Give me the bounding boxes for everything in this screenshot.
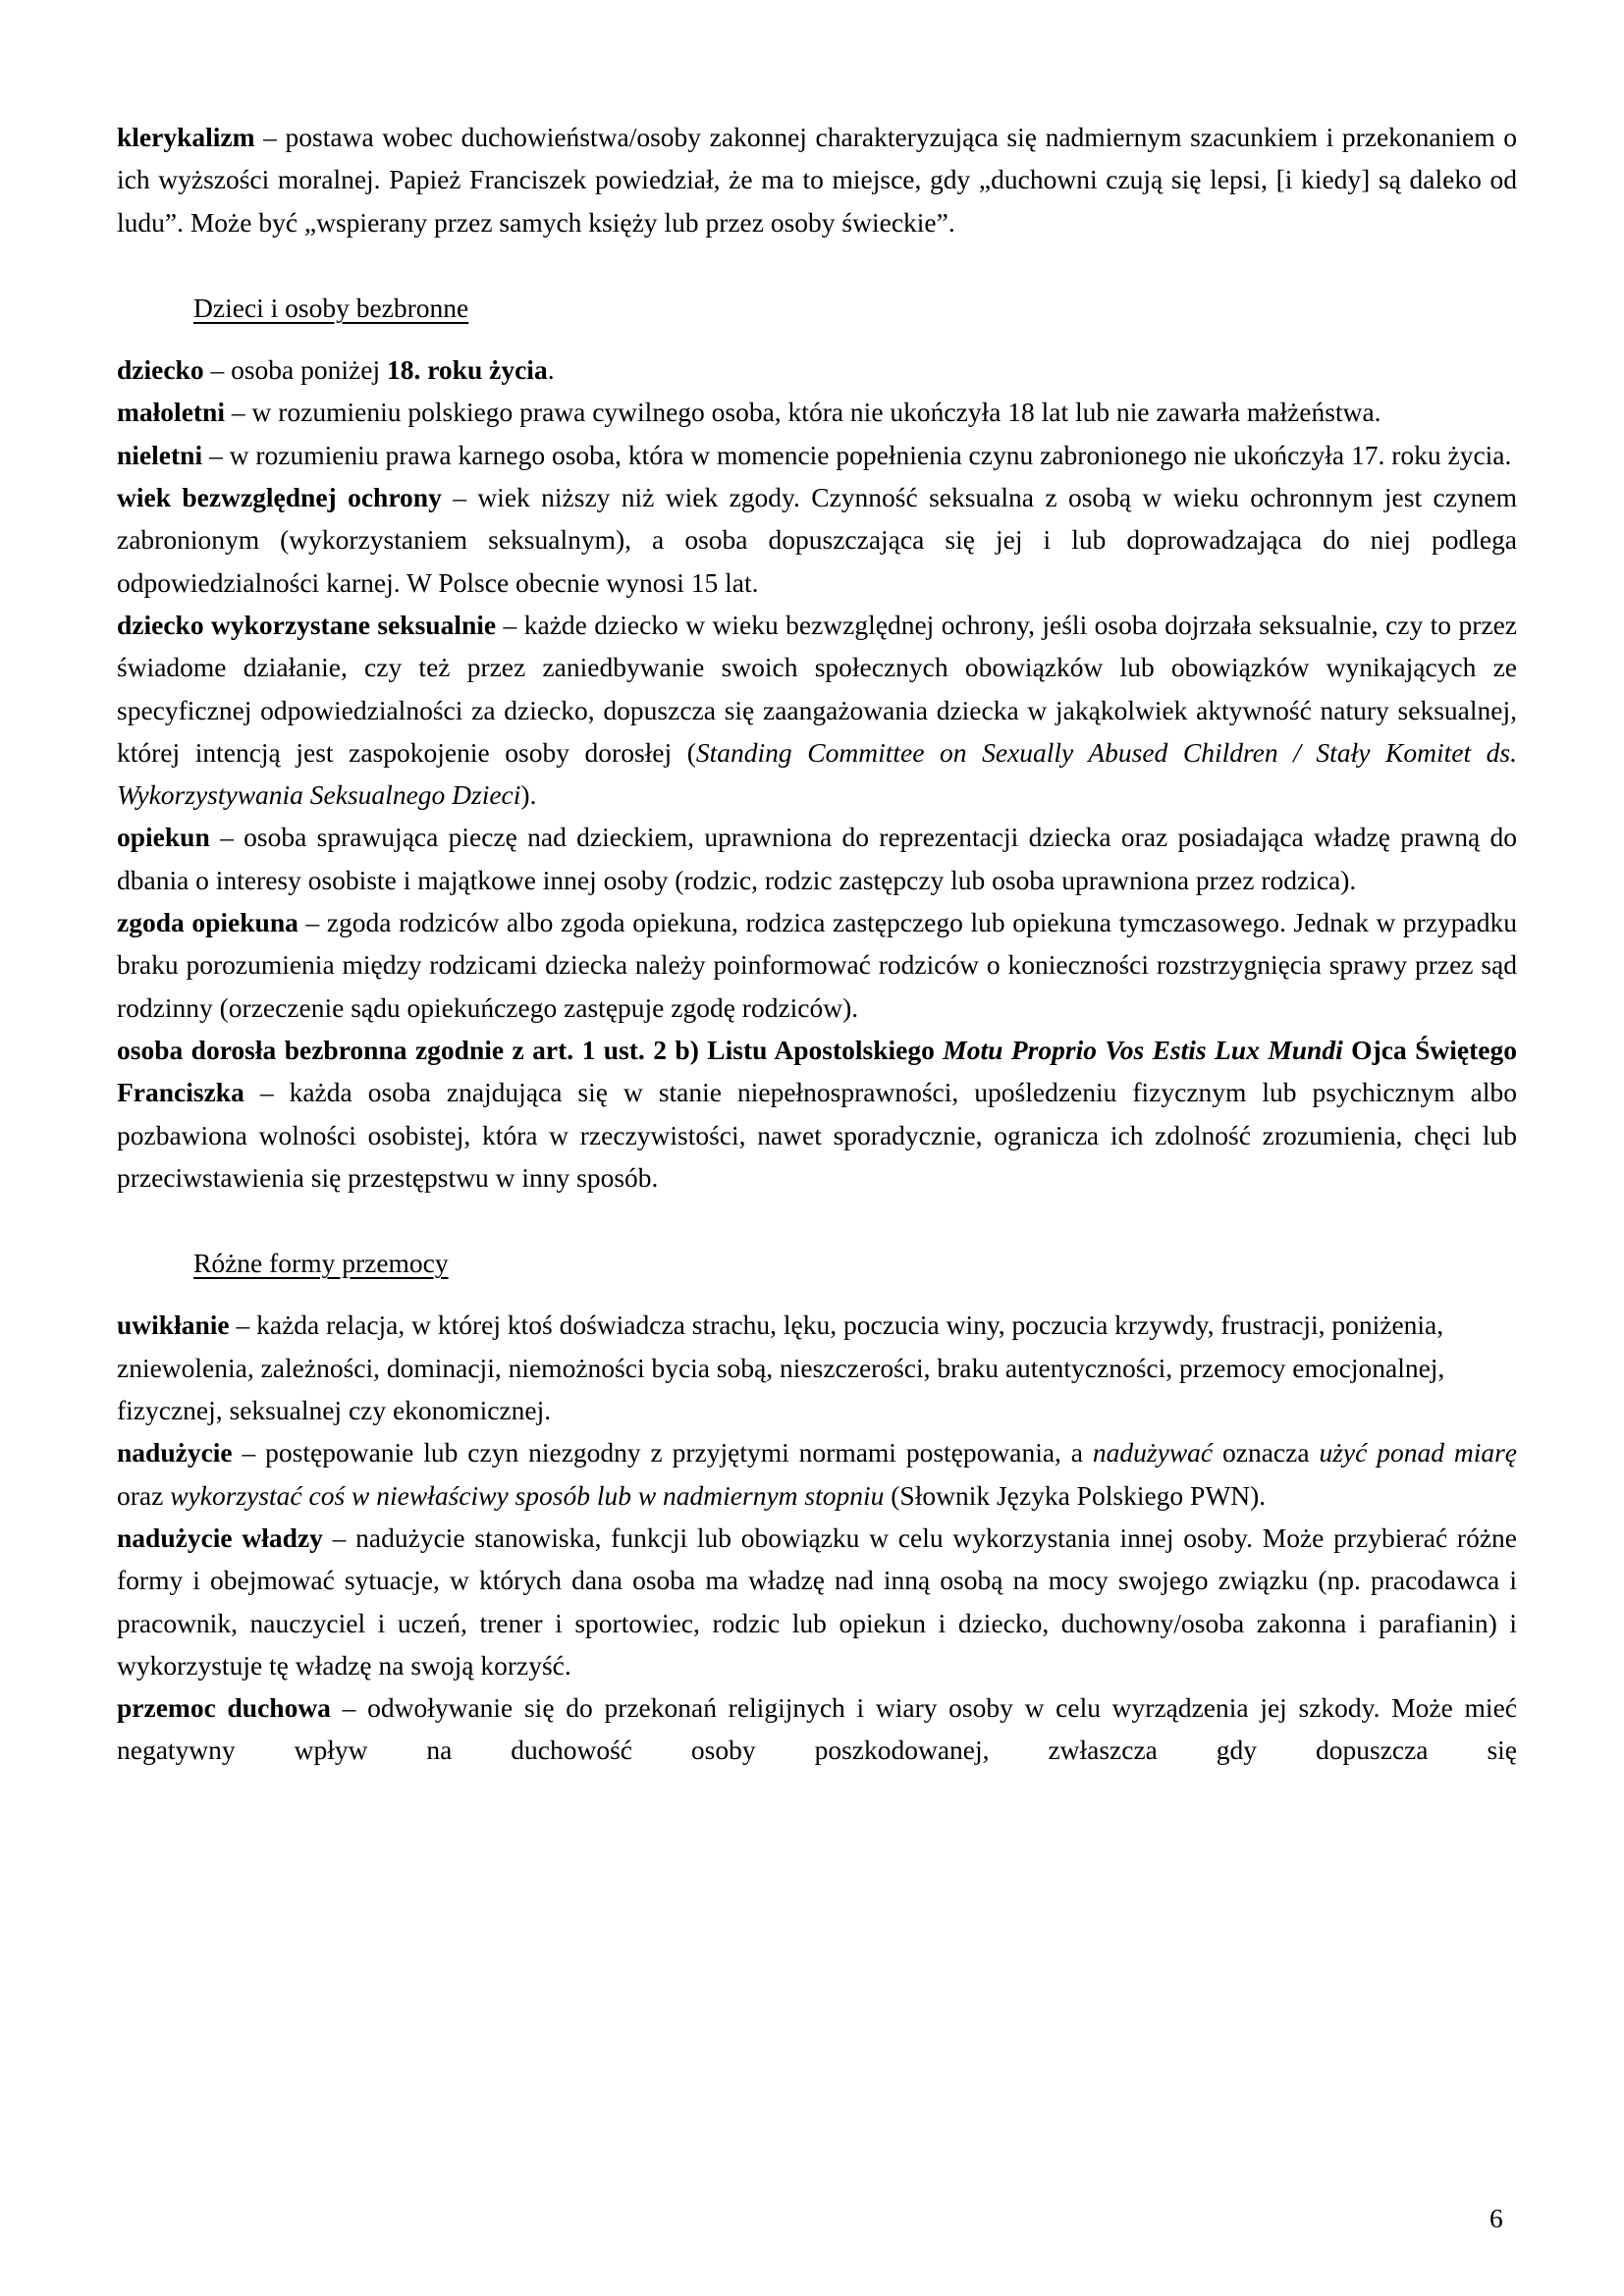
definition-text: (Słownik Języka Polskiego PWN). [884, 1479, 1267, 1511]
term: uwikłanie [117, 1309, 230, 1341]
definition-text: – w rozumieniu prawa karnego osoba, która w momencie popełnienia czynu zabronionego nie ukończyła 17. roku życia. [202, 439, 1512, 470]
definition-nieletni [117, 434, 1517, 476]
definition-wiek-bezwzglednej-ochrony [117, 476, 1517, 604]
definition-naduzycie-wladzy [117, 1517, 1517, 1686]
source-citation: Standing Committee on Sexually Abused Children / Stały Komitet ds. Wykorzystywania Seksualnego Dzieci [117, 736, 1518, 811]
definition-dziecko [117, 348, 1517, 391]
definition-emphasis: 18. roku życia [386, 354, 548, 386]
term: nadużycie władzy [117, 1522, 323, 1553]
spacer [117, 1199, 1517, 1242]
spacer [117, 243, 1517, 287]
term-text: osoba dorosła bezbronna zgodnie z art. 1 ust. 2 b) Listu Apostolskiego [117, 1034, 944, 1065]
term: przemoc duchowa [117, 1692, 331, 1724]
definition-text: – wiek niższy niż wiek zgody. Czynność seksualna z osobą w wieku ochronnym jest czynem zabronionym (wykorzystaniem seksualnym), a osoba dopuszczająca się jej i lub doprowadzająca do niej podlega odpowiedzialności karnej. W Polsce obecnie wynosi 15 lat. [117, 482, 1517, 598]
definition-text: – każda osoba znajdująca się w stanie niepełnosprawności, upośledzeniu fizycznym lub psychicznym albo pozbawiona wolności osobistej, która w rzeczywistości, nawet sporadycznie, ogranicza ich zdolność zrozumienia, chęci lub przeciwstawienia się przestępstwu w inny sposób. [117, 1077, 1517, 1193]
term: dziecko [117, 354, 204, 386]
definition-text: – postępowanie lub czyn niezgodny z przyjętymi normami postępowania, a [232, 1437, 1093, 1468]
page-number: 6 [1489, 2203, 1503, 2233]
term: opiekun [117, 822, 210, 853]
definition-text: . [547, 354, 555, 386]
definition-emphasis: użyć ponad miarę [1319, 1437, 1517, 1468]
definition-text: – postawa wobec duchowieństwa/osoby zakonnej charakteryzująca się nadmiernym szacunkiem i przekonaniem o ich wyższości moralnej. Papież Franciszek powiedział, że ma to miejsce, gdy „duchowni czują się lepsi, [i kiedy] są daleko od ludu”. Może być „wspierany przez samych księży lub przez osoby świeckie”. [117, 122, 1517, 238]
definition-text: – każde dziecko w wieku bezwzględnej ochrony, jeśli osoba dojrzała seksualnie, czy to przez świadome działanie, czy też przez zaniedbywanie swoich społecznych obowiązków lub obowiązków wynikających ze specyficznej odpowiedzialności za dziecko, dopuszcza się zaangażowania dziecka w jakąkolwiek aktywność natury seksualnej, której intencją jest zaspokojenie osoby dorosłej ( [117, 609, 1518, 768]
section-heading-violence: Różne formy przemocy [193, 1248, 449, 1279]
definition-text: – nadużycie stanowiska, funkcji lub obowiązku w celu wykorzystania innej osoby. Może przybierać różne formy i obejmować sytuacje, w których dana osoba ma władzę nad inną osobą na mocy swojego związku (np. pracodawca i pracownik, nauczyciel i uczeń, trener i sportowiec, rodzic lub opiekun i dziecko, duchowny/osoba zakonna i parafianin) i wykorzystuje tę władzę na swoją korzyść. [117, 1522, 1518, 1681]
term: nieletni [117, 439, 203, 470]
definition-osoba-dorosla-bezbronna [117, 1029, 1517, 1199]
definition-text: oznacza [1213, 1437, 1320, 1468]
definition-text: – osoba sprawująca pieczę nad dzieckiem, uprawniona do reprezentacji dziecka oraz posiadająca władzę prawną do dbania o interesy osobiste i majątkowe innej osoby (rodzic, rodzic zastępczy lub osoba uprawniona przez rodzica). [117, 822, 1517, 895]
definition-text: – w rozumieniu polskiego prawa cywilnego osoba, która nie ukończyła 18 lat lub nie zawarła małżeństwa. [225, 397, 1381, 428]
definition-text: ). [520, 779, 537, 811]
definition-text: – zgoda rodziców albo zgoda opiekuna, rodzica zastępczego lub opiekuna tymczasowego. Jednak w przypadku braku porozumienia między rodzicami dziecka należy poinformować rodziców o konieczności rozstrzygnięcia sprawy przez sąd rodzinny (orzeczenie sądu opiekuńczego zastępuje zgodę rodziców). [117, 907, 1518, 1023]
term: klerykalizm [117, 122, 255, 152]
definition-dziecko-wykorzystane [117, 604, 1517, 816]
definition-opiekun [117, 816, 1517, 901]
definition-zgoda-opiekuna [117, 901, 1517, 1029]
term-document-title: Motu Proprio Vos Estis Lux Mundi [943, 1034, 1343, 1065]
definition-maloletni [117, 391, 1517, 433]
term: małoletni [117, 397, 225, 428]
definition-uwiklanie [117, 1304, 1517, 1431]
definition-klerykalizm [117, 116, 1517, 243]
section-heading-children: Dzieci i osoby bezbronne [193, 292, 469, 323]
definition-text: – odwoływanie się do przekonań religijnych i wiary osoby w celu wyrządzenia jej szkody. Może mieć negatywny wpływ na duchowość osoby poszkodowanej, zwłaszcza gdy dopuszcza się [117, 1692, 1517, 1766]
definition-naduzycie [117, 1431, 1517, 1517]
definition-text: oraz [117, 1479, 171, 1511]
definition-text: – każda relacja, w której ktoś doświadcza strachu, lęku, poczucia winy, poczucia krzywdy, frustracji, poniżenia, zniewolenia, zależności, dominacji, niemożności bycia sobą, nieszczerości, braku autentyczności, przemocy emocjonalnej, fizycznej, seksualnej czy ekonomicznej. [117, 1309, 1445, 1426]
definition-emphasis: wykorzystać coś w niewłaściwy sposób lub w nadmiernym stopniu [170, 1479, 885, 1511]
definition-przemoc-duchowa [117, 1686, 1517, 1772]
document-page [117, 116, 1517, 1772]
spacer [117, 329, 1517, 348]
spacer [117, 1284, 1517, 1304]
term: zgoda opiekuna [117, 907, 298, 938]
term: nadużycie [117, 1437, 233, 1468]
term: wiek bezwzględnej ochrony [117, 482, 442, 513]
definition-text: – osoba poniżej [203, 354, 387, 386]
term: dziecko wykorzystane seksualnie [117, 609, 497, 640]
term-text: Ojca Świętego Franciszka [117, 1034, 1517, 1108]
definition-emphasis: nadużywać [1092, 1437, 1214, 1468]
